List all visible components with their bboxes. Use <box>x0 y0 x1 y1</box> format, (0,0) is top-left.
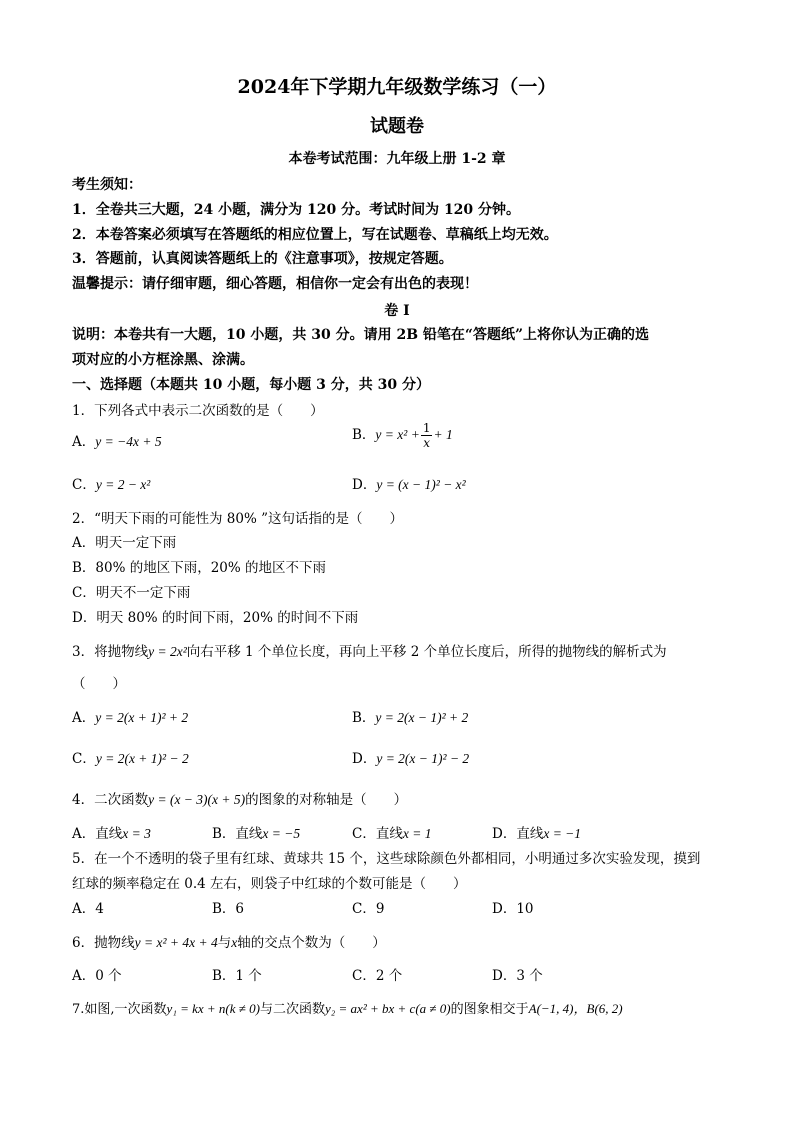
q5-option-d: D．10 <box>492 901 534 917</box>
q1-option-b: B．y = x² + $\frac{1}{x}$ + 1 <box>352 421 453 450</box>
q7-stem: 7.如图,一次函数y₁ = kx + n(k ≠ 0)与二次函数y₂ = ax² + bx + c(a ≠ 0)的图象相交于A(−1, 4)，B(6, 2) <box>72 1001 623 1017</box>
q3-option-b: B．y = 2(x − 1)² + 2 <box>352 710 469 726</box>
q4-option-b: B．直线x = −5 <box>212 826 301 842</box>
page-title: 2024年下学期九年级数学练习（一） <box>237 76 557 98</box>
q1-option-c: C．y = 2 − x² <box>72 477 151 493</box>
q3-option-d: D．y = 2(x − 1)² − 2 <box>352 751 470 767</box>
q4-stem: 4．二次函数y = (x − 3)(x + 5)的图象的对称轴是（ ） <box>72 792 408 808</box>
q5-option-b: B．6 <box>212 901 245 917</box>
q6-option-a: A．0 个 <box>72 968 122 984</box>
q5-stem-1: 5．在一个不透明的袋子里有红球、黄球共 15 个，这些球除颜色外都相同，小明通过多次实验发现，摸到 <box>72 851 701 867</box>
q5-option-c: C．9 <box>352 901 385 917</box>
q1-stem: 1．下列各式中表示二次函数的是（ ） <box>72 403 324 419</box>
notice-item-3: 3．答题前，认真阅读答题纸上的《注意事项》，按规定答题。 <box>72 251 453 267</box>
q2-option-c: C．明天不一定下雨 <box>72 585 191 601</box>
q5-stem-2: 红球的频率稳定在 0.4 左右，则袋子中红球的个数可能是（ ） <box>72 876 467 892</box>
q1-option-a: A．y = −4x + 5 <box>72 434 162 450</box>
notice-item-1: 1．全卷共三大题，24 小题，满分为 120 分。考试时间为 120 分钟。 <box>72 202 521 218</box>
q4-option-a: A．直线x = 3 <box>72 826 151 842</box>
q4-option-d: D．直线x = −1 <box>492 826 582 842</box>
q6-option-b: B．1 个 <box>212 968 262 984</box>
q6-option-d: D．3 个 <box>492 968 543 984</box>
q2-option-a: A．明天一定下雨 <box>72 535 177 551</box>
exam-scope: 本卷考试范围：九年级上册 1-2 章 <box>288 151 506 167</box>
section-heading: 一、选择题（本题共 10 小题，每小题 3 分，共 30 分） <box>72 377 430 393</box>
volume-desc-2: 项对应的小方框涂黑、涂满。 <box>72 352 254 368</box>
notice-item-2: 2．本卷答案必须填写在答题纸的相应位置上，写在试题卷、草稿纸上均无效。 <box>72 227 558 243</box>
q2-stem: 2．“明天下雨的可能性为 80% ”这句话指的是（ ） <box>72 511 403 527</box>
q3-option-a: A．y = 2(x + 1)² + 2 <box>72 710 189 726</box>
q6-stem: 6．抛物线y = x² + 4x + 4与x轴的交点个数为（ ） <box>72 935 386 951</box>
volume-desc-1: 说明：本卷共有一大题，10 小题，共 30 分。请用 2B 铅笔在“答题纸”上将你认为正确的选 <box>72 327 650 343</box>
notice-heading: 考生须知： <box>72 177 142 193</box>
q2-option-d: D．明天 80% 的时间下雨，20% 的时间不下雨 <box>72 610 359 626</box>
fraction: $\frac{1}{x}$ <box>422 421 431 450</box>
page-subtitle: 试题卷 <box>370 116 424 137</box>
q1-option-d: D．y = (x − 1)² − x² <box>352 477 466 493</box>
q2-option-b: B．80% 的地区下雨，20% 的地区不下雨 <box>72 560 327 576</box>
q3-paren: （ ） <box>72 676 126 692</box>
q6-option-c: C．2 个 <box>352 968 403 984</box>
q5-option-a: A．4 <box>72 901 104 917</box>
q3-stem: 3．将抛物线y = 2x²向右平移 1 个单位长度，再向上平移 2 个单位长度后，所得的抛物线的解析式为 <box>72 644 667 660</box>
q3-option-c: C．y = 2(x + 1)² − 2 <box>72 751 189 767</box>
volume-label: 卷 I <box>384 303 410 319</box>
notice-tip: 温馨提示：请仔细审题，细心答题，相信你一定会有出色的表现！ <box>72 276 478 292</box>
q4-option-c: C．直线x = 1 <box>352 826 432 842</box>
